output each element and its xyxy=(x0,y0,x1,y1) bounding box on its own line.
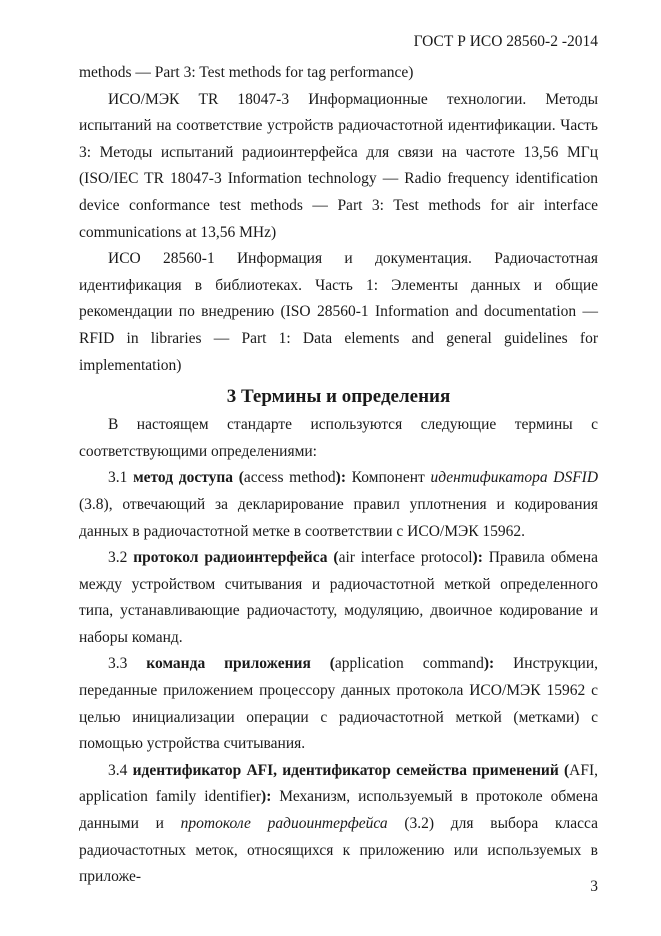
term-name: метод доступа xyxy=(133,469,234,487)
term-number: 3.1 xyxy=(108,469,134,487)
term-definition: (3.2) для выбора класса радиочастотных меток, относящихся к приложению или используемых в приложе- xyxy=(79,815,598,886)
document-header: ГОСТ Р ИСО 28560-2 -2014 xyxy=(413,33,598,50)
term-crossref: протоколе радиоинтерфейса xyxy=(180,815,388,833)
term-open-paren: ( xyxy=(327,549,339,567)
term-open-paren: ( xyxy=(233,469,244,487)
term-close-paren: ): xyxy=(261,788,272,806)
term-open-paren: ( xyxy=(310,655,335,673)
term-definition: Механизм, используемый в протоколе обмена данными и xyxy=(79,788,598,833)
term-number: 3.4 xyxy=(108,761,133,779)
page-body xyxy=(79,60,598,891)
term-name: команда приложения xyxy=(146,655,311,673)
section-title: 3 Термины и определения xyxy=(226,386,451,408)
term-english: AFI, application family identifier xyxy=(79,761,598,806)
term-open-paren: ( xyxy=(558,761,570,779)
term-definition: Инструкции, переданные приложением процессору данных протокола ИСО/МЭК 15962 с целью инициализации операции с радиочастотной меткой (метками) с помощью устройства считывания. xyxy=(79,655,598,753)
term-number: 3.3 xyxy=(108,655,147,673)
term-english: application command xyxy=(334,655,484,673)
term-name: идентификатор AFI, идентификатор семейства применений xyxy=(132,761,559,779)
term-close-paren: ): xyxy=(472,549,483,567)
term-definition: Компонент xyxy=(345,469,431,487)
term-number: 3.2 xyxy=(108,549,134,567)
term-crossref: идентификатора DSFID xyxy=(430,469,599,487)
term-english: air interface protocol xyxy=(338,549,473,567)
term-definition: (3.8), отвечающий за декларирование правил уплотнения и кодирования данных в радиочастотной метке в соответствии с ИСО/МЭК 15962. xyxy=(79,495,598,540)
term-english: access method xyxy=(243,469,336,487)
term-name: протокол радиоинтерфейса xyxy=(133,549,328,567)
section-intro: В настоящем стандарте используются следующие термины с соответствующими определениями: xyxy=(79,416,598,460)
term-definition-3-1 xyxy=(79,465,598,545)
term-definition: Правила обмена между устройством считывания и радиочастотной меткой определенного типа, устанавливающие радиочастоту, модуляцию, двоичное кодирование и наборы команд. xyxy=(79,549,598,646)
term-definition-3-4 xyxy=(79,758,598,891)
reference-item: ИСО 28560-1 Информация и документация. Радиочастотная идентификация в библиотеках. Часть 1: Элементы данных и общие рекомендации по внедрению (ISO 28560-1 Information and documentation — RFID in libraries — Part 1: Data elements and general guidelines for implementation) xyxy=(79,250,598,374)
page-number: 3 xyxy=(590,878,598,895)
term-definition-3-2 xyxy=(79,545,598,651)
reference-continuation: methods — Part 3: Test methods for tag performance) xyxy=(79,64,414,81)
term-close-paren: ): xyxy=(335,469,346,487)
term-close-paren: ): xyxy=(483,655,495,673)
reference-item: ИСО/МЭК TR 18047-3 Информационные технологии. Методы испытаний на соответствие устройств радиочастотной идентификации. Часть 3: Методы испытаний радиоинтерфейса для связи на частоте 13,56 МГц (ISO/IEC TR 18047-3 Information technology — Radio frequency identification device conformance test methods — Part 3: Test methods for air interface communications at 13,56 MHz) xyxy=(79,90,598,241)
term-definition-3-3 xyxy=(79,651,598,757)
